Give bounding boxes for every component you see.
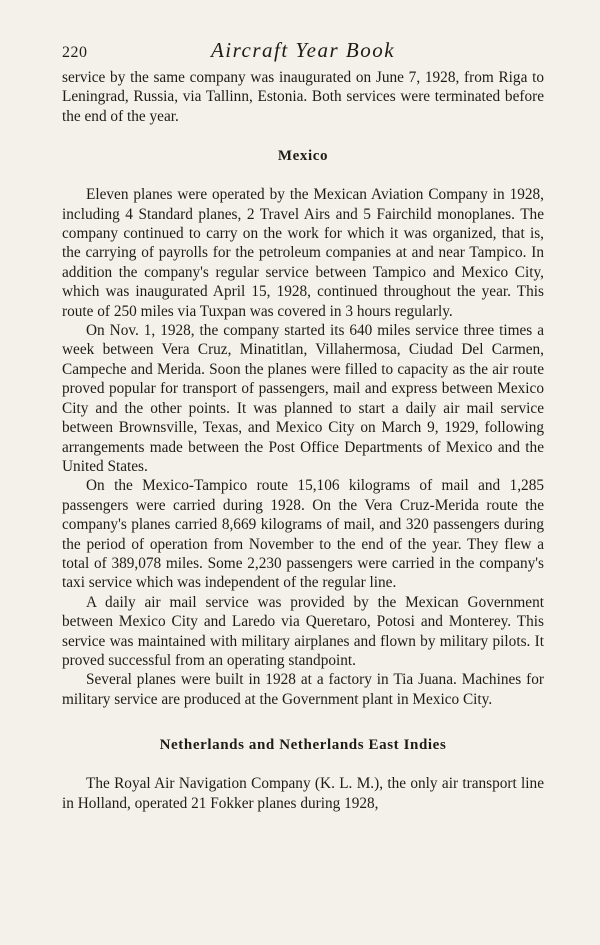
mexico-paragraph: A daily air mail service was provided by the Mexican Government between Mexico City and Laredo via Queretaro, Potosi and Monterey. This service was maintained with military airplanes and flown by military pilots. It proved successful from an operating standpoint. (62, 593, 544, 669)
intro-paragraph: service by the same company was inaugurated on June 7, 1928, from Riga to Leningrad, Russia, via Tallinn, Estonia. Both services were terminated before the end of the year. (62, 69, 544, 125)
page-number: 220 (62, 44, 88, 61)
running-head (62, 38, 544, 68)
section-heading-mexico: Mexico (277, 148, 329, 165)
running-title: Aircraft Year Book (210, 38, 396, 62)
section-heading-netherlands: Netherlands and Netherlands East Indies (159, 737, 447, 754)
mexico-paragraph: Several planes were built in 1928 at a factory in Tia Juana. Machines for military service are produced at the Government plant in Mexico City. (62, 671, 544, 708)
book-page (62, 38, 544, 813)
mexico-paragraph: On Nov. 1, 1928, the company started its 640 miles service three times a week between Vera Cruz, Minatitlan, Villahermosa, Ciudad Del Carmen, Campeche and Merida. Soon the planes were filled to capacity as the air route proved popular for transport of passengers, mail and express between Mexico City and the other points. It was planned to start a daily air mail service between Brownsville, Texas, and Mexico City on March 9, 1929, following arrangements made between the Post Office Departments of Mexico and the United States. (62, 322, 544, 475)
mexico-paragraph: On the Mexico-Tampico route 15,106 kilograms of mail and 1,285 passengers were carried during 1928. On the Vera Cruz-Merida route the company's planes carried 8,669 kilograms of mail, and 320 passengers during the period of operation from November to the end of the year. They flew a total of 389,078 miles. Some 2,230 passengers were carried in the company's taxi service which was independent of the regular line. (62, 477, 544, 592)
mexico-paragraph: Eleven planes were operated by the Mexican Aviation Company in 1928, including 4 Standard planes, 2 Travel Airs and 5 Fairchild monoplanes. The company continued to carry on the work for which it was organized, that is, the carrying of payrolls for the petroleum companies at and near Tampico. In addition the company's regular service between Tampico and Mexico City, which was inaugurated April 15, 1928, continued throughout the year. This route of 250 miles via Tuxpan was covered in 3 hours regularly. (62, 186, 544, 320)
netherlands-paragraph: The Royal Air Navigation Company (K. L. M.), the only air transport line in Holland, operated 21 Fokker planes during 1928, (62, 775, 544, 812)
